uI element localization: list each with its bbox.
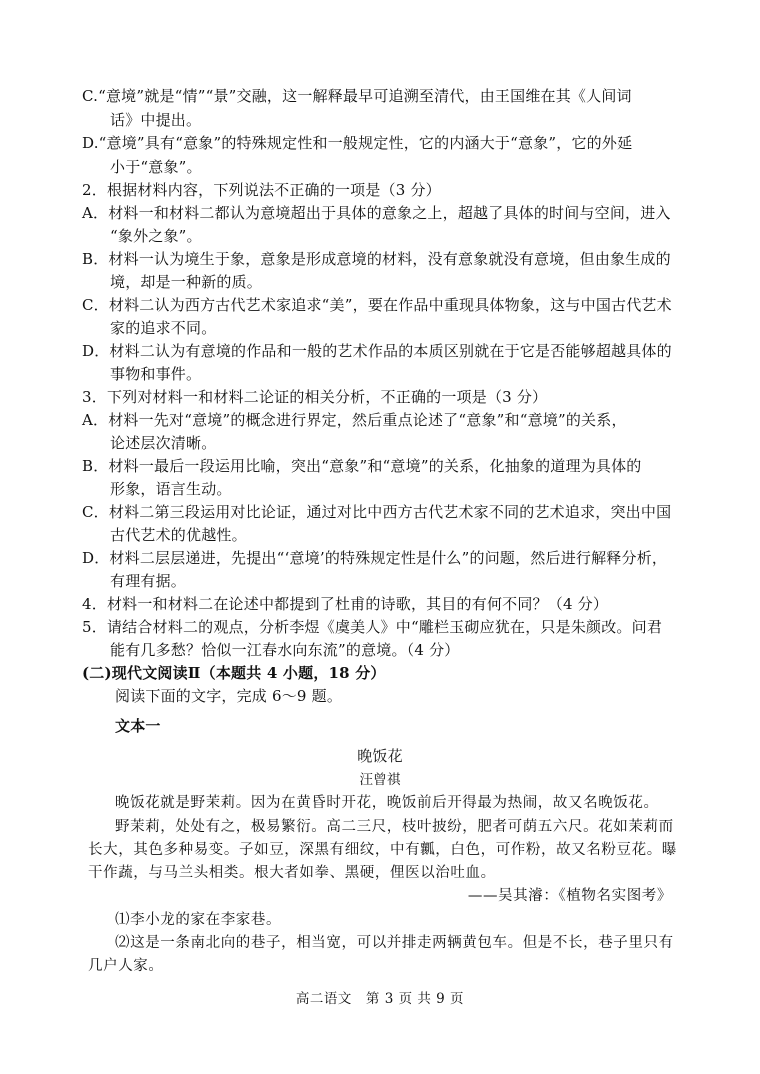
question-2: 2．根据材料内容，下列说法不正确的一项是（3 分）: [82, 181, 441, 199]
option-c-q3: C．材料二第三段运用对比论证，通过对比中西方古代艺术家不同的艺术追求，突出中国: [82, 503, 672, 521]
option-d-q1-cont: 小于“意象”。: [110, 158, 202, 176]
option-c-q1: C.“意境”就是“情”“景”交融，这一解释最早可追溯至清代，由王国维在其《人间词: [82, 87, 632, 105]
option-c-q1-cont: 话》中提出。: [110, 111, 202, 129]
question-4: 4．材料一和材料二在论述中都提到了杜甫的诗歌，其目的有何不同？（4 分）: [82, 595, 609, 613]
question-5-cont: 能有几多愁？恰似一江春水向东流”的意境。（4 分）: [110, 641, 460, 659]
article-title: 晚饭花: [357, 747, 403, 765]
question-5: 5．请结合材料二的观点，分析李煜《虞美人》中“雕栏玉砌应犹在，只是朱颜改。问君: [82, 618, 663, 636]
page-footer: 高二语文 第 3 页 共 9 页: [295, 991, 465, 1007]
option-a-q2: A．材料一和材料二都认为意境超出于具体的意象之上，超越了具体的时间与空间，进入: [82, 204, 671, 222]
epigraph-line-4: 干作蔬，与马兰头相类。根大者如拳、黑硬，俚医以治吐血。: [88, 865, 496, 881]
option-a-q3-cont: 论述层次清晰。: [110, 434, 217, 452]
option-b-q3-cont: 形象，语言生动。: [110, 480, 232, 498]
option-d-q1: D.“意境”具有“意象”的特殊规定性和一般规定性，它的内涵大于“意象”，它的外延: [82, 134, 633, 152]
paragraph-2-cont: 几户人家。: [88, 958, 164, 974]
section-instruction: 阅读下面的文字，完成 6～9 题。: [115, 687, 343, 705]
paragraph-1: ⑴李小龙的家在李家巷。: [115, 912, 282, 928]
option-b-q2-cont: 境，却是一种新的质。: [110, 273, 263, 291]
option-c-q2: C．材料二认为西方古代艺术家追求“美”，要在作品中重现具体物象，这与中国古代艺术: [82, 296, 672, 314]
option-d-q2-cont: 事物和事件。: [110, 365, 202, 383]
option-c-q3-cont: 古代艺术的优越性。: [110, 526, 247, 544]
paragraph-2: ⑵这是一条南北向的巷子，相当宽，可以并排走两辆黄包车。但是不长，巷子里只有: [115, 935, 674, 951]
epigraph-line-2: 野茉莉，处处有之，极易繁衍。高二三尺，枝叶披纷，肥者可荫五六尺。花如茉莉而: [115, 819, 674, 835]
question-3: 3．下列对材料一和材料二论证的相关分析，不正确的一项是（3 分）: [82, 388, 548, 406]
text-one-label: 文本一: [115, 717, 161, 735]
epigraph-line-1: 晚饭花就是野茉莉。因为在黄昏时开花，晚饭前后开得最为热闹，故又名晚饭花。: [115, 795, 659, 811]
epigraph-line-3: 长大，其色多种易变。子如豆，深黑有细纹，中有瓤，白色，可作粉，故又名粉豆花。曝: [88, 842, 677, 858]
option-d-q3: D．材料二层层递进，先提出“‘意境’的特殊规定性是什么”的问题，然后进行解释分析，: [82, 549, 668, 567]
option-b-q2: B．材料一认为境生于象，意象是形成意境的材料，没有意象就没有意境，但由象生成的: [82, 250, 671, 268]
option-d-q2: D．材料二认为有意境的作品和一般的艺术作品的本质区别就在于它是否能够超越具体的: [82, 342, 672, 360]
option-d-q3-cont: 有理有据。: [110, 572, 187, 590]
option-c-q2-cont: 家的追求不同。: [110, 319, 217, 337]
section-heading: (二)现代文阅读Ⅱ（本题共 4 小题，18 分）: [82, 664, 386, 682]
option-a-q2-cont: “象外之象”。: [110, 227, 202, 245]
option-a-q3: A．材料一先对“意境”的概念进行界定，然后重点论述了“意象”和“意境”的关系，: [82, 411, 627, 429]
option-b-q3: B．材料一最后一段运用比喻，突出“意象”和“意境”的关系，化抽象的道理为具体的: [82, 457, 642, 475]
epigraph-source: ——吴其濬：《植物名实图考》: [467, 888, 672, 904]
article-author: 汪曾祺: [359, 772, 401, 788]
